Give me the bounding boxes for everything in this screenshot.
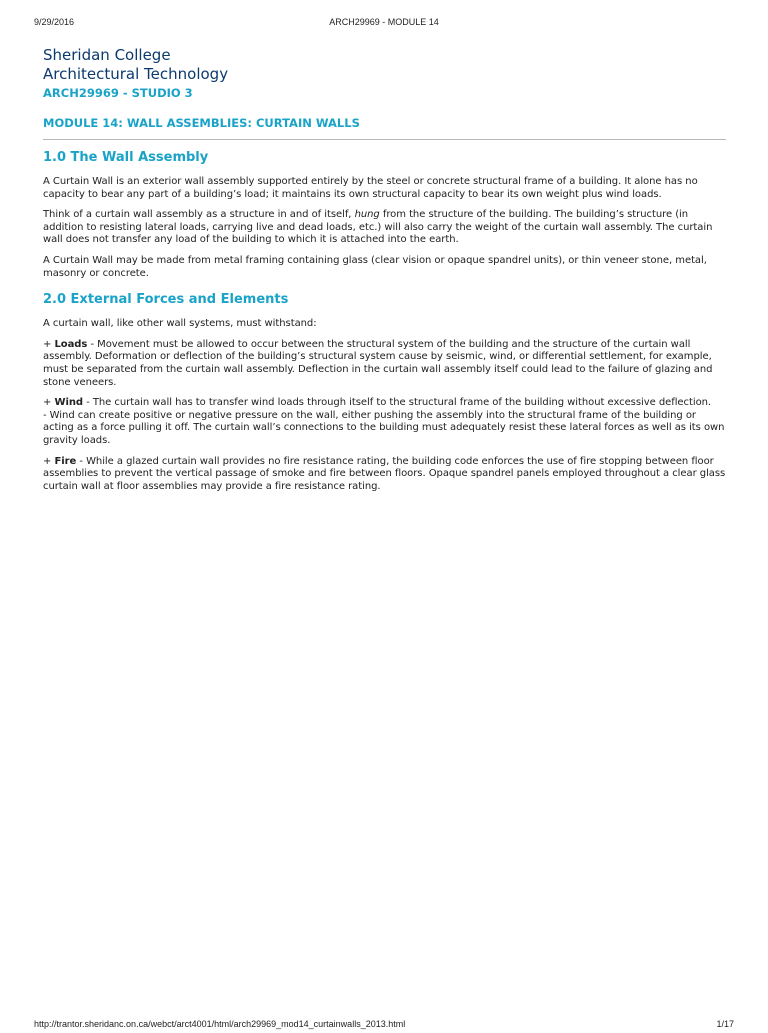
- bullet-prefix: +: [43, 338, 55, 350]
- section-heading-wall-assembly: 1.0 The Wall Assembly: [43, 150, 209, 165]
- bullet-prefix: +: [43, 455, 55, 467]
- text-run: from the structure of the building. The building’s structure (in addition to resisting lateral loads, carrying live and dead loads, etc.) will also carry the weight of the curtain wall assembly. The curtain wall does not transfer any load of the building to which it is attached into the earth.: [43, 209, 713, 246]
- loads-paragraph: [43, 339, 726, 389]
- module-title: MODULE 14: WALL ASSEMBLIES: CURTAIN WALLS: [43, 116, 360, 130]
- term-wind: Wind: [54, 397, 84, 409]
- fire-paragraph: [43, 456, 726, 494]
- section-heading-external-forces: 2.0 External Forces and Elements: [43, 292, 289, 308]
- page-content: [43, 46, 726, 493]
- text-run: - Movement must be allowed to occur between the structural system of the building and the structure of the curtain wall assembly. Deformation or deflection of the building’s structural system cause by seismic, wind, or differential settlement, for example, must be separated from the curtain wall assembly. Deflection in the curtain wall assembly itself could lead to the failure of glazing and stone veneers.: [43, 338, 713, 388]
- print-title: ARCH29969 - MODULE 14: [329, 17, 439, 27]
- paragraph: A Curtain Wall may be made from metal framing containing glass (clear vision or opaque spandrel units), or thin veneer stone, metal, masonry or concrete.: [43, 254, 707, 279]
- term-fire: Fire: [54, 455, 77, 467]
- text-run: - The curtain wall has to transfer wind loads through itself to the structural frame of the building without excessive deflection.: [83, 397, 712, 409]
- paragraph: A curtain wall, like other wall systems, must withstand:: [43, 318, 317, 330]
- program-name: Architectural Technology: [43, 65, 229, 83]
- page-number: 1/17: [716, 1019, 734, 1029]
- print-footer: [34, 1019, 734, 1033]
- text-run: - Wind can create positive or negative pressure on the wall, either pushing the assembly into the structural frame of the building or acting as a force pulling it off. The curtain wall’s connections to the building must adequately resist these lateral forces as well as its own gravity loads.: [43, 409, 725, 446]
- paragraph: [43, 209, 726, 247]
- course-code: ARCH29969 - STUDIO 3: [43, 86, 193, 100]
- emphasis-text: hung: [354, 209, 380, 221]
- wind-paragraph: [43, 397, 726, 447]
- term-loads: Loads: [54, 338, 88, 350]
- paragraph: A Curtain Wall is an exterior wall assembly supported entirely by the steel or concrete structural frame of a building. It alone has no capacity to bear any part of a building’s load; it maintains its own structural capacity to bear its own weight plus wind loads.: [43, 176, 698, 200]
- print-date: 9/29/2016: [34, 17, 75, 27]
- bullet-prefix: +: [43, 397, 55, 409]
- text-run: Think of a curtain wall assembly as a structure in and of itself,: [43, 209, 355, 221]
- text-run: - While a glazed curtain wall provides no fire resistance rating, the building code enforces the use of fire stopping between floor assemblies to prevent the vertical passage of smoke and fire between floors. Opaque spandrel panels employed throughout a clear glass curtain wall at floor assemblies may provide a fire resistance rating.: [43, 455, 726, 492]
- print-url: http://trantor.sheridanc.on.ca/webct/arct4001/html/arch29969_mod14_curtainwalls_2013.html: [34, 1019, 406, 1029]
- print-header: [34, 17, 734, 31]
- college-name: Sheridan College: [43, 46, 171, 64]
- divider: [43, 139, 726, 140]
